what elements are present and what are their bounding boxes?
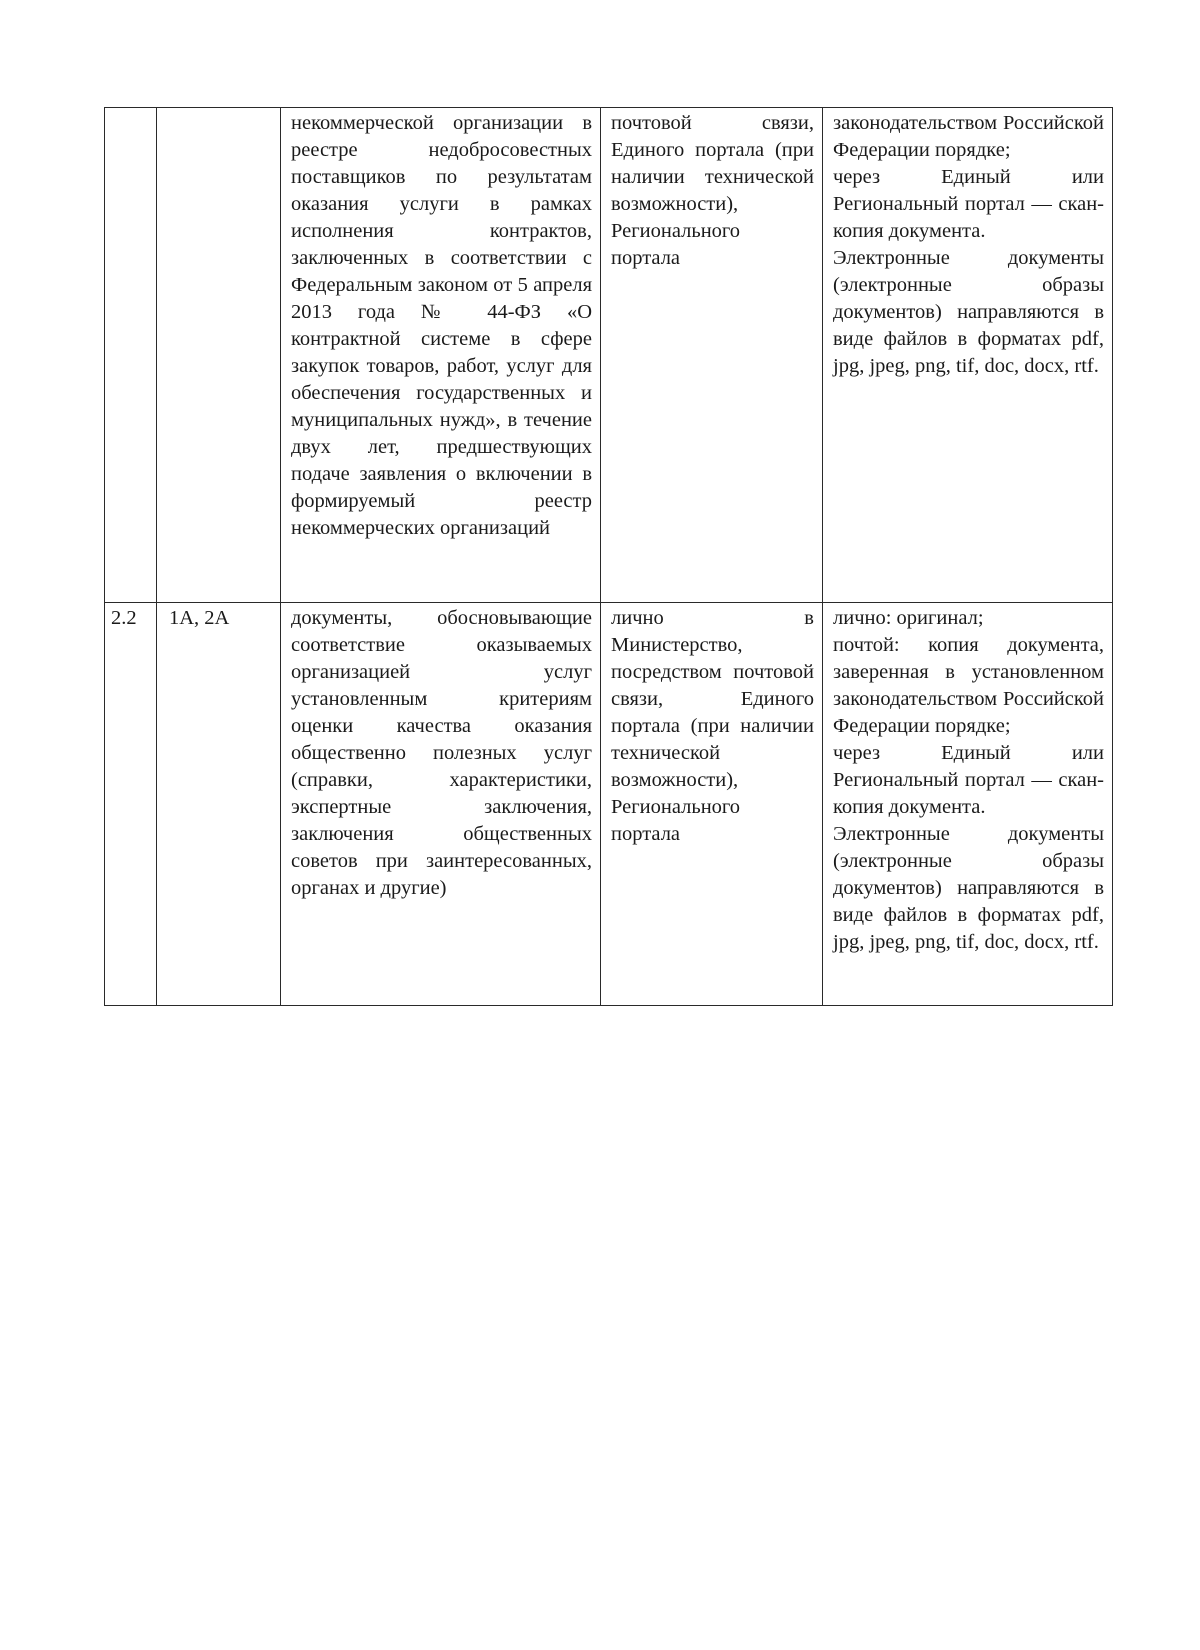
- submission-form-line: Электронные документы (электронные образы документов) направляются в виде файлов в форматах pdf, jpg, jpeg, png, tif, doc, docx, rtf.: [833, 247, 1104, 377]
- row-number-cell: [105, 108, 157, 603]
- submission-form-cell: [823, 603, 1113, 1006]
- submission-method-cell: [601, 108, 823, 603]
- document-description-cell: [281, 108, 601, 603]
- criteria-code-cell: 1А, 2А: [157, 603, 281, 1006]
- document-description-cell: [281, 603, 601, 1006]
- table-row: [105, 108, 1113, 603]
- document-description-text: документы, обосновывающие соответствие оказываемых организацией услуг установленным критериям оценки качества оказания общественно полезных услуг (справки, характеристики, экспертные заключения, заключения общественных советов при заинтересованных, органах и другие): [291, 607, 592, 899]
- submission-form-cell: [823, 108, 1113, 603]
- submission-form-line: через Единый или Региональный портал — скан-копия документа.: [833, 166, 1104, 242]
- submission-form-line: Электронные документы (электронные образы документов) направляются в виде файлов в форматах pdf, jpg, jpeg, png, tif, doc, docx, rtf.: [833, 823, 1104, 953]
- submission-method-text: лично в Министерство, посредством почтовой связи, Единого портала (при наличии технической возможности), Регионального портала: [611, 607, 814, 845]
- document-description-text: некоммерческой организации в реестре недобросовестных поставщиков по результатам оказания услуги в рамках исполнения контрактов, заключенных в соответствии с Федеральным законом от 5 апреля 2013 года № 44-ФЗ «О контрактной системе в сфере закупок товаров, работ, услуг для обеспечения государственных и муниципальных нужд», в течение двух лет, предшествующих подаче заявления о включении в формируемый реестр некоммерческих организаций: [291, 112, 592, 539]
- document-table: [104, 107, 1113, 1006]
- criteria-code-cell: [157, 108, 281, 603]
- submission-form-line: почтой: копия документа, заверенная в установленном законодательством Российской Федерации порядке;: [833, 634, 1104, 737]
- submission-method-cell: [601, 603, 823, 1006]
- submission-form-line: лично: оригинал;: [833, 607, 984, 629]
- submission-form-line: законодательством Российской Федерации порядке;: [833, 112, 1104, 161]
- submission-form-line: через Единый или Региональный портал — скан-копия документа.: [833, 742, 1104, 818]
- table-row: [105, 603, 1113, 1006]
- row-number-cell: 2.2: [105, 603, 157, 1006]
- submission-method-text: почтовой связи, Единого портала (при наличии технической возможности), Регионального портала: [611, 112, 814, 269]
